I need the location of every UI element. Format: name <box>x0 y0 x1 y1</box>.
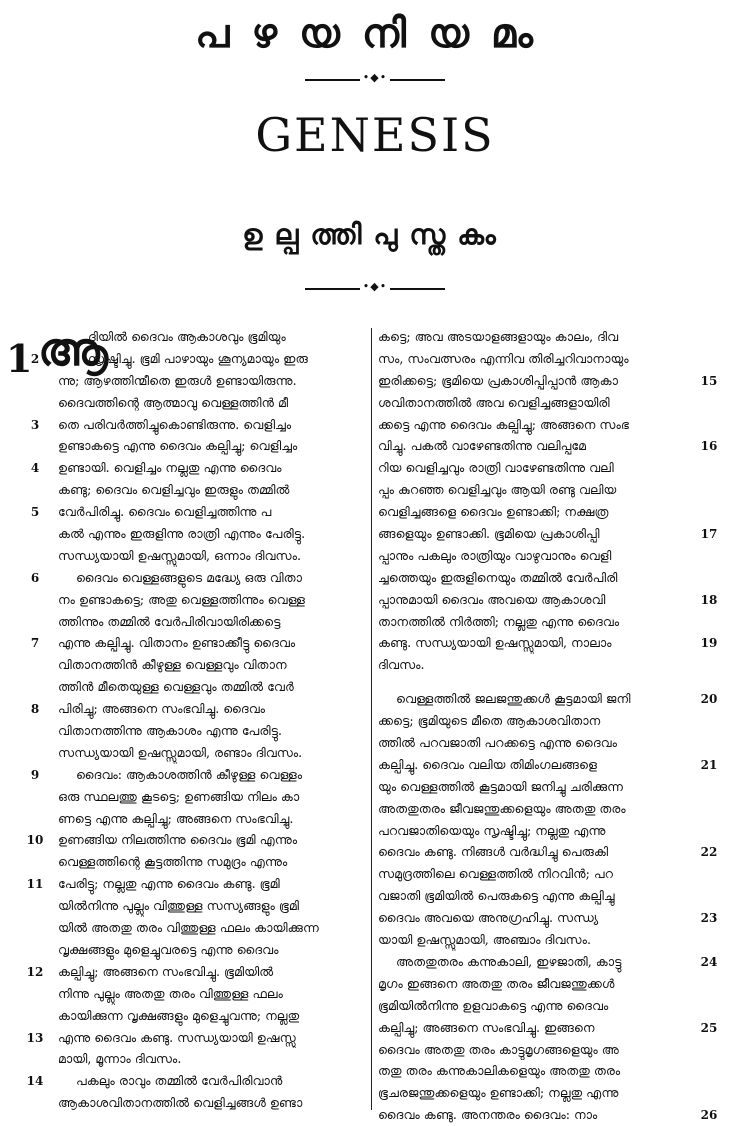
text-line: ത്തിൽ പറവജാതി പറക്കട്ടെ എന്നു ദൈവം <box>378 735 617 751</box>
text-line: സം, സംവത്സരം എന്നിവ തിരിച്ചറിവാനായും <box>378 350 629 366</box>
left-column <box>58 326 364 1114</box>
text-line: ദൈവത്തിന്റെ ആത്മാവു വെള്ളത്തിൻ മീ <box>58 394 289 410</box>
verse-number: 3 <box>30 418 40 432</box>
text-line: ദൈവം: ആകാശത്തിൻ കീഴുള്ള വെള്ളം <box>76 766 303 782</box>
text-line: റിയ വെളിച്ചവും രാത്രി വാഴേണ്ടതിന്നു വലി <box>378 460 614 476</box>
verse-number: 17 <box>700 527 718 541</box>
text-line: സന്ധ്യയായി ഉഷസ്സുമായി, ഒന്നാം ദിവസം. <box>58 547 301 563</box>
text-line: താനത്തിൽ നിർത്തി; നല്ലതു എന്നു ദൈവം <box>378 613 620 629</box>
text-line: യിൽനിന്നു പുല്ലും വിത്തുള്ള സസ്യങ്ങളും ഭൂമി <box>58 898 300 914</box>
column-divider <box>371 328 372 1110</box>
text-line: വെള്ളത്തിൽ ജലജന്തുക്കൾ കൂട്ടമായി ജനി <box>396 691 631 707</box>
text-line: വൃക്ഷങ്ങളും മുളെച്ചുവരട്ടെ എന്നു ദൈവം <box>58 941 279 957</box>
text-line: കല്പിച്ചു. ദൈവം വലിയ തിമിംഗലങ്ങളെ <box>378 756 597 772</box>
verse-number: 24 <box>700 955 718 969</box>
book-subtitle: ഉല്പത്തിപുസ്തകം <box>242 218 508 251</box>
text-line: കൽ എന്നും ഇരുളിന്നു രാത്രി എന്നും പേരിട്ടു. <box>58 526 306 542</box>
text-line: പ്പാനും പകലും രാത്രിയും വാഴുവാനും വെളി <box>378 547 612 563</box>
text-line: കണ്ടു; ദൈവം വെളിച്ചവും ഇരുളും തമ്മിൽ <box>58 482 290 498</box>
text-line: തെ പരിവർത്തിച്ചുകൊണ്ടിരുന്നു. വെളിച്ചം <box>58 416 292 432</box>
text-line: ഉണ്ടായി. വെളിച്ചം നല്ലതു എന്നു ദൈവം <box>58 460 282 476</box>
drop-cap: ആ <box>38 322 109 376</box>
verse-number: 19 <box>700 636 718 650</box>
text-line: ദൈവം വെള്ളങ്ങളുടെ മദ്ധ്യേ ഒരു വിതാ <box>76 569 302 585</box>
verse-number: 2 <box>30 352 40 366</box>
verse-number: 9 <box>30 768 40 782</box>
right-column <box>378 326 696 1126</box>
text-line: ക്കട്ടെ എന്നു ദൈവം കല്പിച്ചു; അങ്ങനെ സംഭ <box>378 416 629 432</box>
text-line: വിതാനത്തിന്നു ആകാശം എന്നു പേരിട്ടു. <box>58 723 282 739</box>
verse-number: 14 <box>26 1074 44 1088</box>
text-line: ശവിതാനത്തിൽ അവ വെളിച്ചങ്ങളായിരി <box>378 394 610 410</box>
text-line: സമുദ്രത്തിലെ വെള്ളത്തിൽ നിറവിൻ; പറ <box>378 866 613 882</box>
text-line: ന്നു; ആഴത്തിന്മീതെ ഇരുൾ ഉണ്ടായിരുന്നു. <box>58 372 297 388</box>
text-columns <box>0 320 750 1123</box>
text-line: യായി ഉഷസ്സുമായി, അഞ്ചാം ദിവസം. <box>378 932 591 948</box>
verse-number: 18 <box>700 593 718 607</box>
text-line: സൃഷ്ടിച്ചു. ഭൂമി പാഴായും ശൂന്യമായും ഇരു <box>88 350 308 366</box>
chapter-number: 1 <box>6 336 33 381</box>
text-line: ത്തിന്നും തമ്മിൽ വേർപിരിവായിരിക്കട്ടെ <box>58 613 281 629</box>
verse-number: 7 <box>30 636 40 650</box>
verse-number: 8 <box>30 702 40 716</box>
text-line: ത്തിൻ മീതെയുള്ള വെള്ളവും തമ്മിൽ വേർ <box>58 679 294 695</box>
text-line: സന്ധ്യയായി ഉഷസ്സുമായി, രണ്ടാം ദിവസം. <box>58 744 303 760</box>
text-line: കായിക്കുന്ന വൃക്ഷങ്ങളും മുളെച്ചുവന്നു; നല്ലതു <box>58 1007 300 1023</box>
text-line: എന്നു കല്പിച്ചു. വിതാനം ഉണ്ടാക്കീട്ടു ദൈവം <box>58 635 296 651</box>
verse-number: 20 <box>700 692 718 706</box>
text-line: ദൈവം കണ്ടു. നിങ്ങൾ വർദ്ധിച്ചു പെരുകി <box>378 844 609 860</box>
text-line: കണ്ടു. സന്ധ്യയായി ഉഷസ്സുമായി, നാലാം <box>378 635 612 651</box>
verse-number: 12 <box>26 965 44 979</box>
text-line: കല്പിച്ചു; അങ്ങനെ സംഭവിച്ചു. ഇങ്ങനെ <box>378 1019 595 1035</box>
text-line: ഉണ്ടാകട്ടെ എന്നു ദൈവം കല്പിച്ചു; വെളിച്ചം <box>58 438 298 454</box>
verse-number: 11 <box>26 877 44 891</box>
subtitle-ornament: •◆• <box>305 284 445 294</box>
text-line: പിരിച്ചു; അങ്ങനെ സംഭവിച്ചു. ദൈവം <box>58 701 266 717</box>
text-line: വേർപിരിച്ചു. ദൈവം വെളിച്ചത്തിന്നു പ <box>58 504 272 520</box>
text-line: മായി, മൂന്നാം ദിവസം. <box>58 1051 182 1067</box>
text-line: ദിവസം. <box>378 657 425 673</box>
text-line: മൃഗം ഇങ്ങനെ അതതു തരം ജീവജന്തുക്കൾ <box>378 975 615 991</box>
text-line: നം ഉണ്ടാകട്ടെ; അതു വെള്ളത്തിന്നും വെള്ള <box>58 591 306 607</box>
text-line: ആകാശവിതാനത്തിൽ വെളിച്ചങ്ങൾ ഉണ്ടാ <box>58 1095 303 1111</box>
text-line: ച്ചത്തെയും ഇരുളിനെയും തമ്മിൽ വേർപിരി <box>378 569 618 585</box>
verse-number: 10 <box>26 833 44 847</box>
text-line: കല്പിച്ചു; അങ്ങനെ സംഭവിച്ചു. ഭൂമിയിൽ <box>58 963 274 979</box>
text-line: പറവജാതിയെയും സൃഷ്ടിച്ചു; നല്ലതു എന്നു <box>378 822 606 838</box>
text-line: പകലും രാവും തമ്മിൽ വേർപിരിവാൻ <box>76 1073 283 1089</box>
verse-number: 23 <box>700 911 718 925</box>
text-line: വിച്ചു. പകൽ വാഴേണ്ടതിന്നു വലിപ്പമേ <box>378 438 587 454</box>
text-line: ഇരിക്കട്ടെ; ഭൂമിയെ പ്രകാശിപ്പിപ്പാൻ ആകാ <box>378 372 618 388</box>
text-line: യിൽ അതതു തരം വിത്തുള്ള ഫലം കായിക്കുന്ന <box>58 920 319 936</box>
text-line: ഉണങ്ങിയ നിലത്തിന്നു ദൈവം ഭൂമി എന്നും <box>58 832 298 848</box>
text-line: യും വെള്ളത്തിൽ കൂട്ടമായി ജനിച്ചു ചരിക്കുന്ന <box>378 778 624 794</box>
text-line: ദൈവം അവയെ അനുഗ്രഹിച്ചു. സന്ധ്യ <box>378 910 599 926</box>
header-ornament: •◆• <box>305 75 445 85</box>
text-line: വജാതി ഭൂമിയിൽ പെരുകട്ടെ എന്നു കല്പിച്ചു <box>378 888 615 904</box>
verse-number: 21 <box>700 758 718 772</box>
verse-number: 5 <box>30 505 40 519</box>
text-line: ഒരു സ്ഥലത്തു കൂടട്ടെ; ഉണങ്ങിയ നിലം കാ <box>58 788 300 804</box>
book-title: GENESIS <box>255 108 495 162</box>
text-line: എന്നു ദൈവം കണ്ടു. സന്ധ്യയായി ഉഷസ്സു <box>58 1029 296 1045</box>
text-line: ദൈവം അതതു തരം കാട്ടുമൃഗങ്ങളെയും അ <box>378 1041 619 1057</box>
text-line: ണട്ടെ എന്നു കല്പിച്ചു; അങ്ങനെ സംഭവിച്ചു. <box>58 810 294 826</box>
verse-number: 25 <box>700 1021 718 1035</box>
text-line: വെള്ളത്തിന്റെ കൂട്ടത്തിന്നു സമുദ്രം എന്നും <box>58 854 288 870</box>
verse-number: 16 <box>700 439 718 453</box>
text-line: പ്പാനുമായി ദൈവം അവയെ ആകാശവി <box>378 591 606 607</box>
text-line: ഭൂമിയിൽനിന്നു ഉളവാകട്ടെ എന്നു ദൈവം <box>378 997 609 1013</box>
verse-number: 26 <box>700 1108 718 1122</box>
text-line: വെളിച്ചങ്ങളെ ദൈവം ഉണ്ടാക്കി; നക്ഷത്ര <box>378 504 609 520</box>
text-line: നിന്നു പുല്ലും അതതു തരം വിത്തുള്ള ഫലം <box>58 985 283 1001</box>
text-line: പ്പം കുറഞ്ഞ വെളിച്ചവും ആയി രണ്ടു വലിയ <box>378 482 617 498</box>
text-line: ദൈവം കണ്ടു. അനന്തരം ദൈവം: നാം <box>378 1107 598 1123</box>
text-line: അതതുതരം കന്നുകാലി, ഇഴജാതി, കാട്ടു <box>396 953 622 969</box>
verse-number: 6 <box>30 571 40 585</box>
text-line: ക്കട്ടെ; ഭൂമിയുടെ മീതെ ആകാശവിതാന <box>378 713 601 729</box>
text-line: തതു തരം കന്നുകാലികളെയും അതതു തരം <box>378 1063 621 1079</box>
verse-number: 15 <box>700 374 718 388</box>
text-line: ങ്ങളെയും ഉണ്ടാക്കി. ഭൂമിയെ പ്രകാശിപ്പി <box>378 526 600 542</box>
running-header: പഴയനിയമം <box>195 10 555 57</box>
text-line: അതതുതരം ജീവജന്തുക്കളെയും അതതു തരം <box>378 800 626 816</box>
verse-number: 22 <box>700 845 718 859</box>
text-line: വിതാനത്തിൻ കീഴുള്ള വെള്ളവും വിതാന <box>58 657 287 673</box>
text-line: ഭൂചരജന്തുക്കളെയും ഉണ്ടാക്കി; നല്ലതു എന്നു <box>378 1085 619 1101</box>
verse-number: 4 <box>30 461 40 475</box>
text-line: പേരിട്ടു; നല്ലതു എന്നു ദൈവം കണ്ടു. ഭൂമി <box>58 876 280 892</box>
text-line: കട്ടെ; അവ അടയാളങ്ങളായും കാലം, ദിവ <box>378 329 619 344</box>
text-line: ദിയിൽ ദൈവം ആകാശവും ഭൂമിയും <box>88 329 286 344</box>
verse-number: 13 <box>26 1031 44 1045</box>
